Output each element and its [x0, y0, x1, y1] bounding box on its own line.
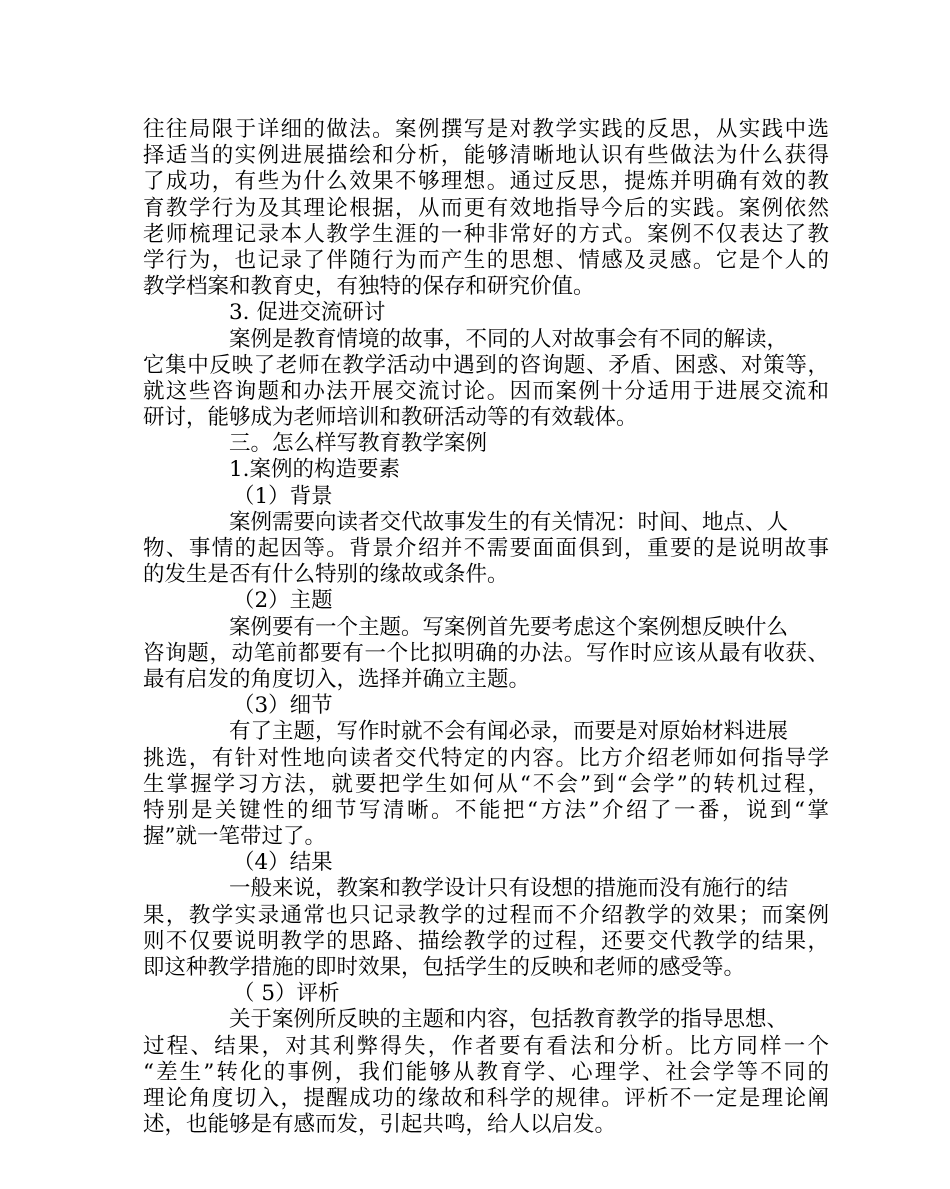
- text-line: 过程、结果，对其利弊得失，作者要有看法和分析。比方同样一个: [143, 1033, 829, 1059]
- text-line: 则不仅要说明教学的思路、描绘教学的过程，还要交代教学的结果，: [143, 928, 829, 954]
- text-line: 案例需要向读者交代故事发生的有关情况：时间、地点、人: [229, 509, 789, 535]
- section-heading: 3. 促进交流研讨: [229, 300, 386, 326]
- text-line: 就这些咨询题和办法开展交流讨论。因而案例十分适用于进展交流和: [143, 378, 829, 404]
- text-line: 案例是教育情境的故事，不同的人对故事会有不同的解读，: [229, 326, 789, 352]
- text-line: 研讨，能够成为老师培训和教研活动等的有效载体。: [143, 405, 638, 431]
- text-line: 特别是关键性的细节写清晰。不能把“方法”介绍了一番，说到“掌: [143, 797, 829, 823]
- text-line: 有了主题，写作时就不会有闻必录，而要是对原始材料进展: [229, 719, 789, 745]
- text-line: 物、事情的起因等。背景介绍并不需要面面俱到，重要的是说明故事: [143, 536, 829, 561]
- text-line: 学行为，也记录了伴随行为而产生的思想、情感及灵感。它是个人的: [143, 247, 829, 273]
- section-heading: 三。怎么样写教育教学案例: [229, 431, 488, 457]
- text-line: 理论角度切入，提醒成功的缘故和科学的规律。评析不一定是理论阐: [143, 1085, 829, 1111]
- subsection-heading: 1.案例的构造要素: [229, 457, 401, 483]
- text-line: 择适当的实例进展描绘和分析，能够清晰地认识有些做法为什么获得: [143, 143, 829, 169]
- item-heading: （1）背景: [233, 483, 333, 509]
- text-line: 教学档案和教育史，有独特的保存和研究价值。: [143, 274, 595, 300]
- text-line: 果，教学实录通常也只记录教学的过程而不介绍教学的效果；而案例: [143, 902, 829, 928]
- text-line: 育教学行为及其理论根据，从而更有效地指导今后的实践。案例依然: [143, 195, 829, 221]
- item-heading: （2）主题: [233, 588, 333, 614]
- text-line: 关于案例所反映的主题和内容，包括教育教学的指导思想、: [229, 1007, 789, 1033]
- text-line: 案例要有一个主题。写案例首先要考虑这个案例想反映什么: [229, 614, 789, 640]
- text-line: 它集中反映了老师在教学活动中遇到的咨询题、矛盾、困惑、对策等，: [143, 352, 829, 378]
- document-body: [143, 117, 829, 1138]
- text-line: 一般来说，教案和教学设计只有设想的措施而没有施行的结: [229, 876, 789, 902]
- text-line: 挑选，有针对性地向读者交代特定的内容。比方介绍老师如何指导学: [143, 745, 829, 771]
- text-line: 老师梳理记录本人教学生涯的一种非常好的方式。案例不仅表达了教: [143, 221, 829, 247]
- text-line: 握”就一笔带过了。: [143, 824, 326, 850]
- item-heading: （ 5）评析: [233, 981, 340, 1007]
- text-line: 最有启发的角度切入，选择并确立主题。: [143, 666, 531, 692]
- text-line: 生掌握学习方法，就要把学生如何从“不会”到“会学”的转机过程，: [143, 771, 829, 797]
- text-line: “差生”转化的事例，我们能够从教育学、心理学、社会学等不同的: [143, 1059, 829, 1085]
- item-heading: （4）结果: [233, 850, 333, 876]
- text-line: 咨询题，动笔前都要有一个比拟明确的办法。写作时应该从最有收获、: [143, 640, 829, 666]
- text-line: 即这种教学措施的即时效果，包括学生的反映和老师的感受等。: [143, 955, 746, 980]
- text-line: 了成功，有些为什么效果不够理想。通过反思，提炼并明确有效的教: [143, 169, 829, 195]
- text-line: 述，也能够是有感而发，引起共鸣，给人以启发。: [143, 1112, 617, 1138]
- text-line: 往往局限于详细的做法。案例撰写是对教学实践的反思，从实践中选: [143, 117, 829, 142]
- text-line: 的发生是否有什么特别的缘故或条件。: [143, 562, 509, 588]
- item-heading: （3）细节: [233, 693, 333, 719]
